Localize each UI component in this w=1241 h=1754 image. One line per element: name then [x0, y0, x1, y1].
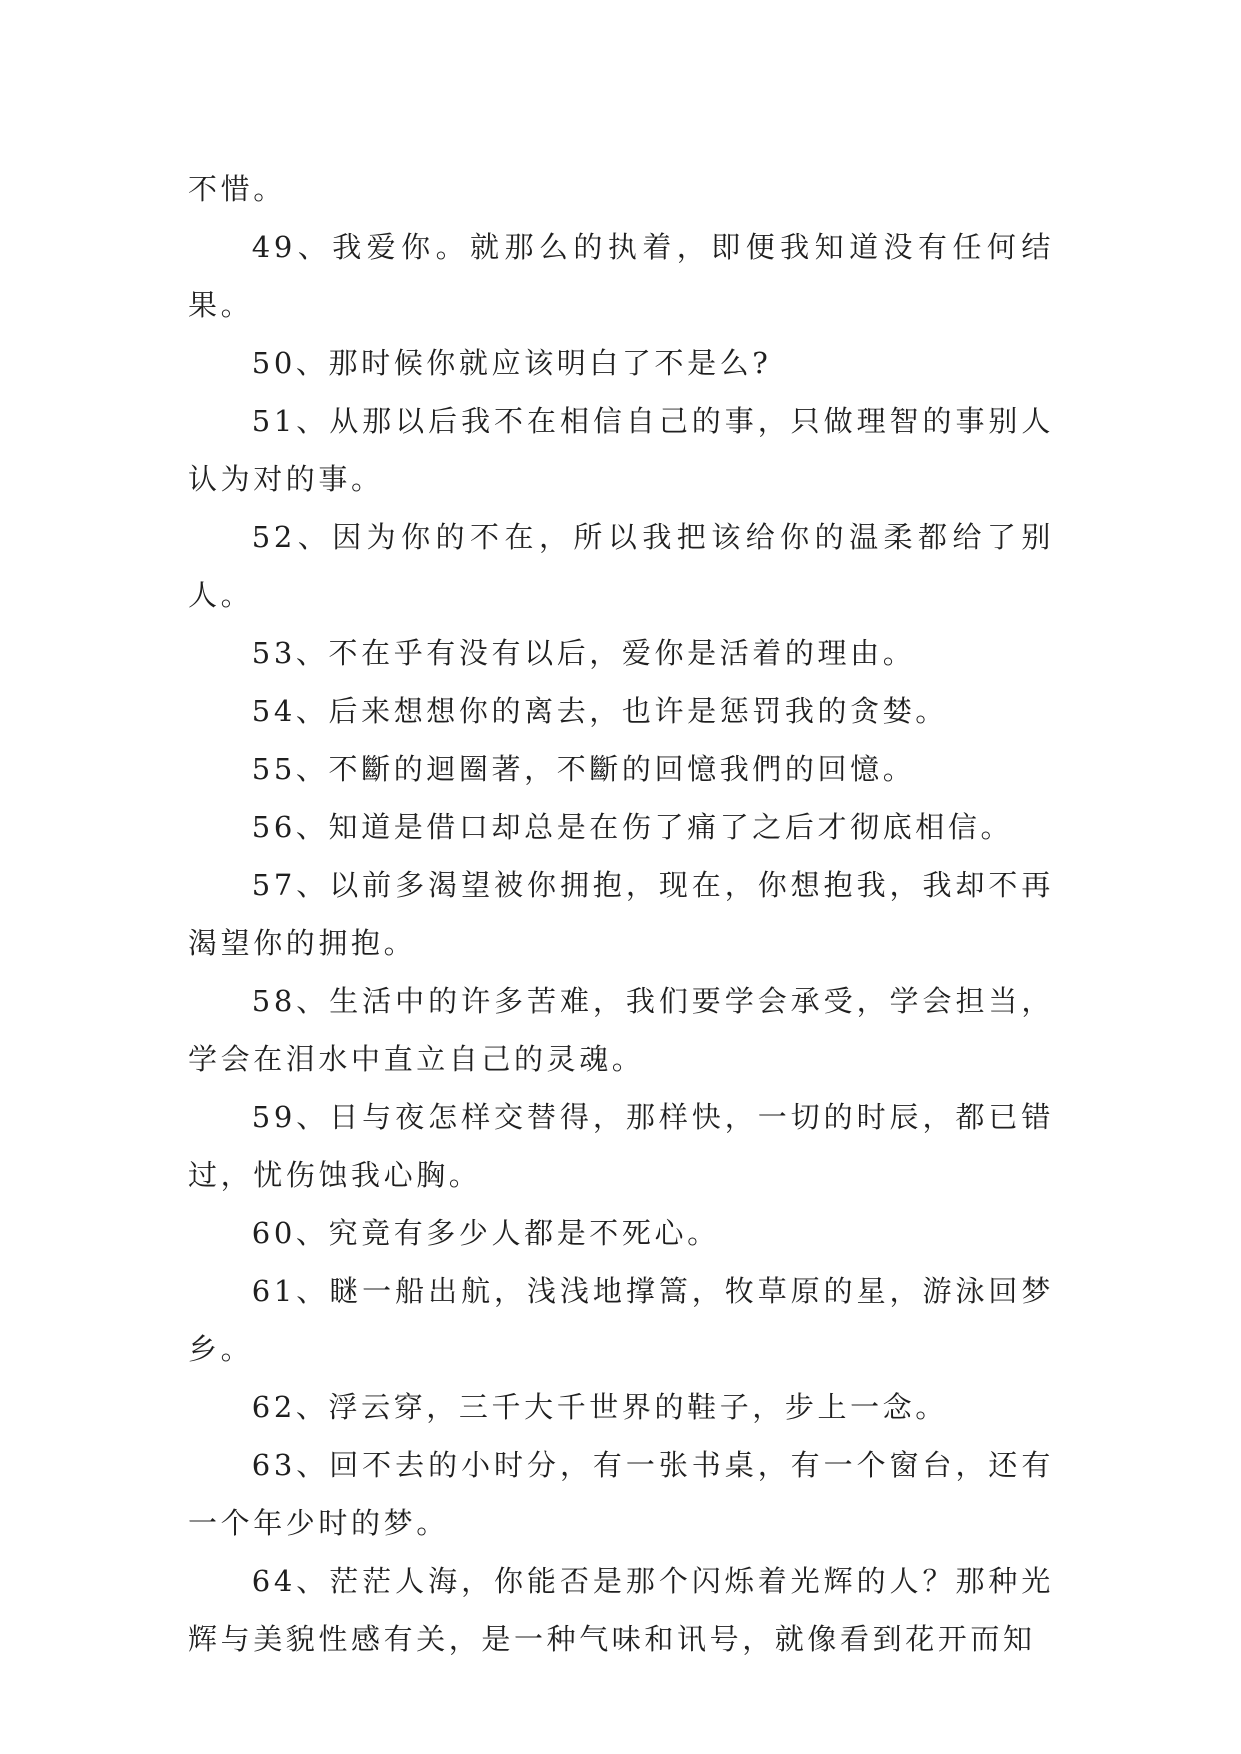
paragraph-63: 63、回不去的小时分，有一张书桌，有一个窗台，还有一个年少时的梦。 — [188, 1448, 1054, 1540]
paragraph-49: 49、我爱你。就那么的执着，即便我知道没有任何结果。 — [188, 230, 1054, 322]
paragraph-continued: 不惜。 — [188, 172, 286, 206]
paragraph-58: 58、生活中的许多苦难，我们要学会承受，学会担当，学会在泪水中直立自己的灵魂。 — [188, 984, 1054, 1076]
paragraph-61: 61、瞇一船出航，浅浅地撑篙，牧草原的星，游泳回梦乡。 — [188, 1274, 1054, 1366]
paragraph-64: 64、茫茫人海，你能否是那个闪烁着光辉的人？那种光辉与美貌性感有关，是一种气味和讯号，就像看到花开而知 — [188, 1564, 1054, 1656]
paragraph-57: 57、以前多渴望被你拥抱，现在，你想抱我，我却不再渴望你的拥抱。 — [188, 868, 1054, 960]
paragraph-59: 59、日与夜怎样交替得，那样快，一切的时辰，都已错过，忧伤蚀我心胸。 — [188, 1100, 1054, 1192]
paragraph-54: 54、后来想想你的离去，也许是惩罚我的贪婪。 — [251, 694, 948, 728]
paragraph-50: 50、那时候你就应该明白了不是么? — [251, 346, 772, 380]
paragraph-60: 60、究竟有多少人都是不死心。 — [251, 1216, 720, 1250]
paragraph-62: 62、浮云穿，三千大千世界的鞋子，步上一念。 — [251, 1390, 948, 1424]
paragraph-55: 55、不斷的迴圈著，不斷的回憶我們的回憶。 — [251, 752, 916, 786]
paragraph-51: 51、从那以后我不在相信自己的事，只做理智的事别人认为对的事。 — [188, 404, 1054, 496]
paragraph-52: 52、因为你的不在，所以我把该给你的温柔都给了别人。 — [188, 520, 1054, 612]
paragraph-56: 56、知道是借口却总是在伤了痛了之后才彻底相信。 — [251, 810, 1014, 844]
paragraph-53: 53、不在乎有没有以后，爱你是活着的理由。 — [251, 636, 916, 670]
document-body — [188, 160, 1054, 1668]
